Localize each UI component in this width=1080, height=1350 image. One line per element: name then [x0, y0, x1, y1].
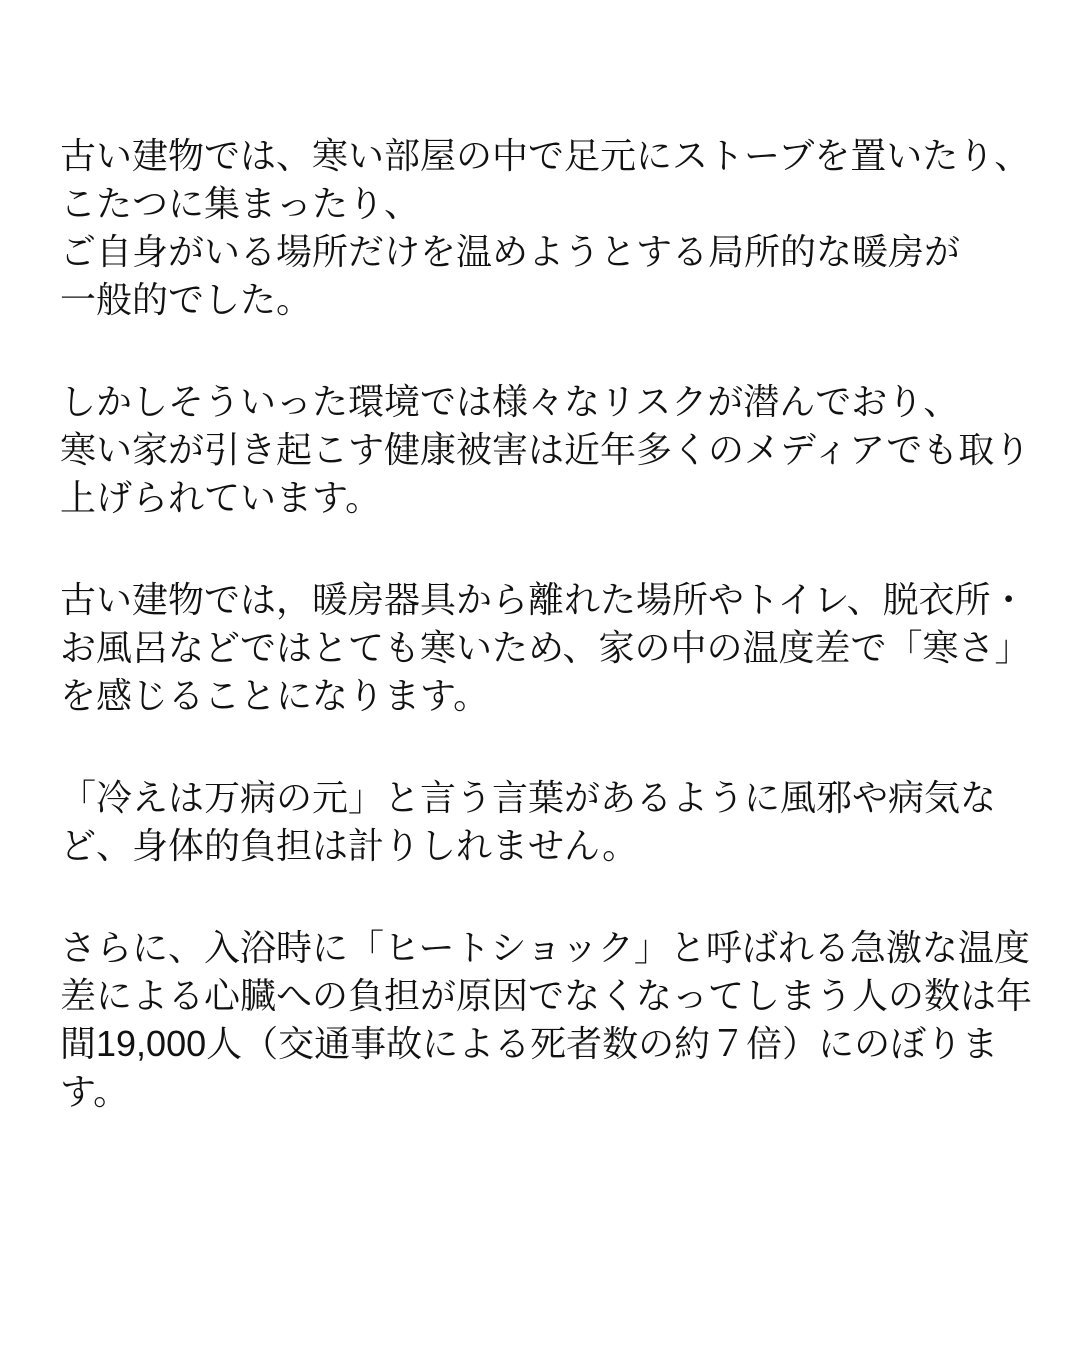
text-line: 「冷えは万病の元」と言う言葉があるように風邪や病気な: [60, 777, 997, 818]
paragraph-heat-shock: [60, 924, 1040, 1116]
text-line: こたつに集まったり、: [60, 183, 421, 224]
paragraph-health-risk: [60, 378, 1040, 522]
text-line: ご自身がいる場所だけを温めようとする局所的な暖房が: [60, 231, 961, 272]
text-line: しかしそういった環境では様々なリスクが潜んでおり、: [60, 381, 960, 422]
text-line: 寒い家が引き起こす健康被害は近年多くのメディアでも取り: [60, 429, 1031, 470]
text-line: さらに、入浴時に「ヒートショック」と呼ばれる急激な温度: [60, 927, 1030, 968]
text-line: 古い建物では、寒い部屋の中で足元にストーブを置いたり、: [60, 135, 1031, 176]
text-line: を感じることになります。: [60, 675, 490, 716]
text-line: す。: [60, 1071, 130, 1112]
text-line: ど、身体的負担は計りしれません。: [60, 825, 639, 866]
paragraph-cold-illness: [60, 774, 1040, 870]
text-line: 間19,000人（交通事故による死者数の約７倍）にのぼりま: [60, 1023, 999, 1064]
text-line: 一般的でした。: [60, 279, 313, 320]
paragraph-temperature-difference: [60, 576, 1040, 720]
text-line: お風呂などではとても寒いため、家の中の温度差で「寒さ」: [60, 627, 1031, 668]
paragraph-local-heating: [60, 132, 1040, 324]
text-line: 古い建物では，暖房器具から離れた場所やトイレ、脱衣所・: [60, 579, 1027, 620]
text-line: 上げられています。: [60, 477, 382, 518]
text-line: 差による心臓への負担が原因でなくなってしまう人の数は年: [60, 975, 1033, 1016]
